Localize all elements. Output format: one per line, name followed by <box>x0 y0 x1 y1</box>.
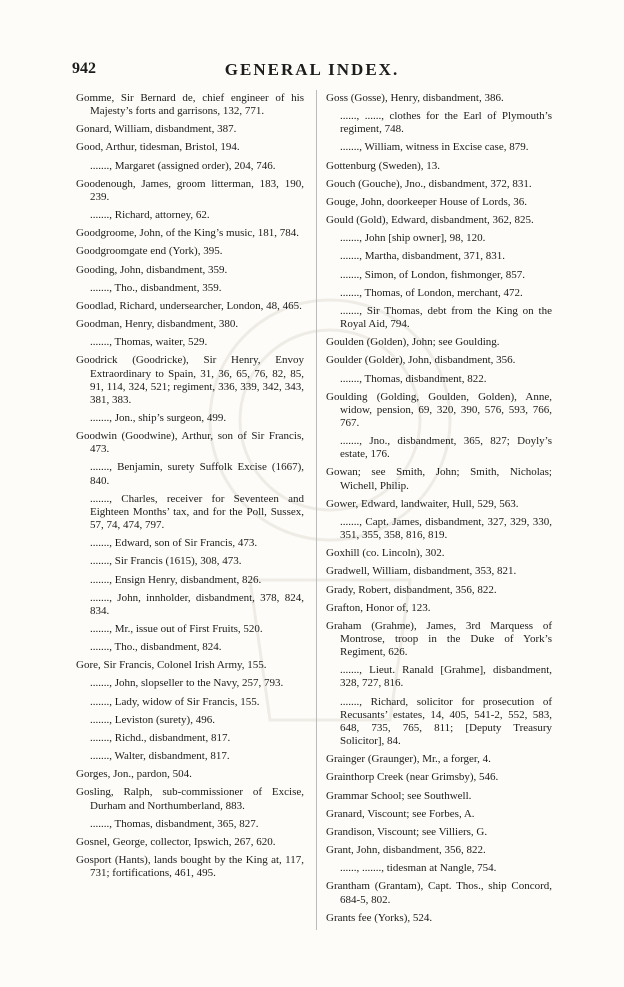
index-entry: Grantham (Grantam), Capt. Thos., ship Concord, 684-5, 802. <box>326 880 552 906</box>
index-subentry: ......, ......, clothes for the Earl of Plymouth’s regiment, 748. <box>340 110 552 136</box>
index-entry: Goodwin (Goodwine), Arthur, son of Sir Francis, 473. <box>76 430 304 456</box>
index-entry: Grandison, Viscount; see Villiers, G. <box>326 825 488 838</box>
index-subentry: ......., Lieut. Ranald [Grahme], disbandment, 328, 727, 816. <box>340 664 552 690</box>
index-entry: Goodgroomgate end (York), 395. <box>76 245 223 258</box>
index-subentry: ......., Sir Thomas, debt from the King on the Royal Aid, 794. <box>340 304 552 331</box>
index-subentry: ......., Leviston (surety), 496. <box>90 713 215 726</box>
right-column <box>326 92 552 930</box>
index-entry: Gooding, John, disbandment, 359. <box>76 263 228 276</box>
index-entry: Goodman, Henry, disbandment, 380. <box>76 318 239 331</box>
page-header <box>72 60 552 82</box>
index-subentry: ......., Tho., disbandment, 824. <box>90 641 222 654</box>
index-subentry: ......., Martha, disbandment, 371, 831. <box>340 250 505 263</box>
index-entry: Goss (Gosse), Henry, disbandment, 386. <box>326 92 504 104</box>
index-subentry: ......., Thomas, waiter, 529. <box>90 336 208 349</box>
index-subentry: ......, ......., tidesman at Nangle, 754. <box>340 862 497 875</box>
index-subentry: ......., Ensign Henry, disbandment, 826. <box>90 573 262 586</box>
index-entry: Gore, Sir Francis, Colonel Irish Army, 155. <box>76 659 267 672</box>
index-entry: Goodlad, Richard, undersearcher, London, 48, 465. <box>76 299 302 312</box>
index-entry: Goodenough, James, groom litterman, 183, 190, 239. <box>76 177 304 203</box>
index-subentry: ......., Richard, attorney, 62. <box>90 209 210 222</box>
left-column <box>76 92 304 885</box>
index-entry: Gosling, Ralph, sub-commissioner of Excise, Durham and Northumberland, 883. <box>76 786 304 812</box>
index-subentry: ......., Margaret (assigned order), 204, 746. <box>90 159 276 172</box>
index-entry: Gosnel, George, collector, Ipswich, 267, 620. <box>76 835 276 848</box>
index-subentry: ......., John, innholder, disbandment, 378, 824, 834. <box>90 591 304 617</box>
index-entry: Gould (Gold), Edward, disbandment, 362, 825. <box>326 214 534 227</box>
index-subentry: ......., Charles, receiver for Seventeen and Eighteen Months’ tax, and for the Poll, Sussex, 57, 74, 474, 797. <box>90 492 304 532</box>
index-entry: Grant, John, disbandment, 356, 822. <box>326 844 486 857</box>
column-divider <box>316 90 317 930</box>
index-subentry: ......., William, witness in Excise case, 879. <box>340 141 529 154</box>
index-subentry: ......., Capt. James, disbandment, 327, 329, 330, 351, 355, 358, 816, 819. <box>340 515 552 542</box>
index-entry: Grants fee (Yorks), 524. <box>326 911 433 924</box>
page-number: 942 <box>72 60 96 77</box>
index-entry: Graham (Grahme), James, 3rd Marquess of Montrose, troop in the Duke of York’s Regiment, 626. <box>326 619 552 659</box>
index-entry: Goodrick (Goodricke), Sir Henry, Envoy Extraordinary to Spain, 31, 36, 65, 76, 82, 85, 91, 114, 324, 521; regiment, 336, 339, 342, 343, 381, 383. <box>76 354 304 406</box>
index-subentry: ......., Simon, of London, fishmonger, 857. <box>340 268 526 281</box>
index-entry: Goodgroome, John, of the King’s music, 181, 784. <box>76 227 300 240</box>
index-entry: Granard, Viscount; see Forbes, A. <box>326 807 475 820</box>
index-entry: Gorges, Jon., pardon, 504. <box>76 768 192 781</box>
index-entry: Grammar School; see Southwell. <box>326 789 472 802</box>
index-subentry: ......., Richd., disbandment, 817. <box>90 731 231 744</box>
index-subentry: ......., Edward, son of Sir Francis, 473. <box>90 537 258 550</box>
index-subentry: ......., Mr., issue out of First Fruits, 520. <box>90 623 263 635</box>
index-subentry: ......., Jno., disbandment, 365, 827; Doyly’s estate, 176. <box>340 435 552 461</box>
index-subentry: ......., Benjamin, surety Suffolk Excise (1667), 840. <box>90 461 304 487</box>
index-subentry: ......., Richard, solicitor for prosecution of Recusants’ estates, 14, 405, 541-2, 552, 583, 648, 735, 765, 811; [Deputy Treasury Solicitor], 84. <box>340 695 552 748</box>
index-subentry: ......., Thomas, disbandment, 822. <box>340 372 487 385</box>
index-entry: Gradwell, William, disbandment, 353, 821. <box>326 565 517 578</box>
index-entry: Gottenburg (Sweden), 13. <box>326 159 441 172</box>
index-entry: Goxhill (co. Lincoln), 302. <box>326 547 445 560</box>
index-entry: Gomme, Sir Bernard de, chief engineer of his Majesty’s forts and garrisons, 132, 771. <box>76 92 304 118</box>
index-entry: Grainthorp Creek (near Grimsby), 546. <box>326 771 499 784</box>
index-subentry: ......., Sir Francis (1615), 308, 473. <box>90 555 242 568</box>
index-subentry: ......., Thomas, of London, merchant, 472. <box>340 286 523 299</box>
index-entry: Grainger (Graunger), Mr., a forger, 4. <box>326 753 491 766</box>
index-entry: Gouch (Gouche), Jno., disbandment, 372, 831. <box>326 177 532 190</box>
index-subentry: ......., Lady, widow of Sir Francis, 155. <box>90 695 260 708</box>
index-entry: Gowan; see Smith, John; Smith, Nicholas; Wichell, Philip. <box>326 466 552 492</box>
index-entry: Gosport (Hants), lands bought by the King at, 117, 731; fortifications, 461, 495. <box>76 854 304 880</box>
index-entry: Gower, Edward, landwaiter, Hull, 529, 563. <box>326 497 519 510</box>
index-subentry: ......., Tho., disbandment, 359. <box>90 281 222 294</box>
index-entry: Gouge, John, doorkeeper House of Lords, 36. <box>326 195 528 208</box>
index-entry: Good, Arthur, tidesman, Bristol, 194. <box>76 141 240 154</box>
running-title: GENERAL INDEX. <box>224 60 400 79</box>
index-entry: Goulden (Golden), John; see Goulding. <box>326 336 500 349</box>
index-subentry: ......., John [ship owner], 98, 120. <box>340 232 486 245</box>
index-entry: Grafton, Honor of, 123. <box>326 601 431 614</box>
index-subentry: ......., Walter, disbandment, 817. <box>90 750 230 763</box>
index-subentry: ......., Jon., ship’s surgeon, 499. <box>90 411 227 424</box>
index-subentry: ......., John, slopseller to the Navy, 257, 793. <box>90 677 284 690</box>
index-entry: Gonard, William, disbandment, 387. <box>76 123 237 136</box>
index-entry: Goulding (Golding, Goulden, Golden), Anne, widow, pension, 69, 320, 390, 576, 593, 766, 767. <box>326 390 552 429</box>
index-subentry: ......., Thomas, disbandment, 365, 827. <box>90 817 259 830</box>
index-entry: Grady, Robert, disbandment, 356, 822. <box>326 583 497 596</box>
index-entry: Goulder (Golder), John, disbandment, 356. <box>326 354 516 367</box>
